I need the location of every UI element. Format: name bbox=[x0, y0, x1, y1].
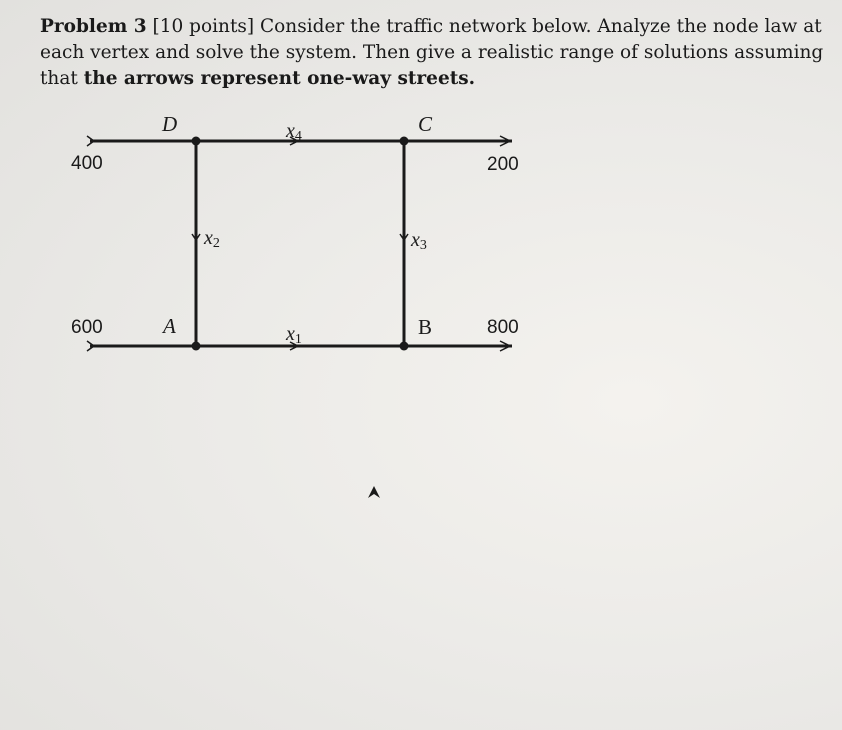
vertex-d bbox=[192, 137, 201, 146]
mouse-cursor-icon bbox=[366, 484, 382, 504]
vertex-b bbox=[400, 342, 409, 351]
vertex-c bbox=[400, 137, 409, 146]
node-label-c: C bbox=[418, 112, 433, 136]
edge-label-x1: x1 bbox=[286, 323, 302, 347]
node-label-d: D bbox=[162, 112, 178, 136]
flow-out-b: 800 bbox=[487, 317, 519, 338]
flow-out-c: 200 bbox=[487, 154, 519, 175]
problem-heading: Problem 3 bbox=[40, 16, 147, 37]
problem-emphasis: the arrows represent one-way streets. bbox=[83, 68, 476, 89]
node-label-b: B bbox=[418, 315, 433, 339]
edge-label-x4: x4 bbox=[286, 120, 302, 144]
flow-in-d: 400 bbox=[71, 153, 103, 174]
edge-label-x3: x3 bbox=[411, 229, 427, 253]
flow-in-a: 600 bbox=[71, 317, 103, 338]
vertex-a bbox=[192, 342, 201, 351]
node-label-a: A bbox=[163, 314, 176, 338]
problem-text: Consider the traffic network below. Analyze the node law at each vertex and solve the system. Then give a realistic range of solutions assuming that bbox=[40, 16, 824, 89]
edge-label-x2: x2 bbox=[204, 227, 220, 251]
problem-points: [10 points] bbox=[152, 16, 255, 37]
